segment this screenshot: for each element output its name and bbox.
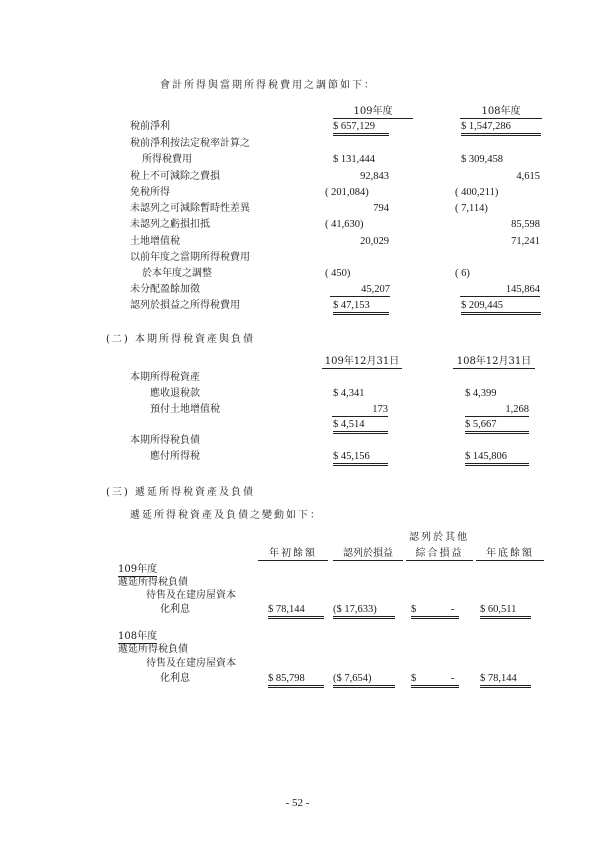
t1-label: 稅前淨利 xyxy=(130,121,170,132)
t1-value-b: 71,241 xyxy=(511,236,540,247)
t1-value-b: ( 400,211) xyxy=(455,187,499,198)
t3-header-col2: 認列於損益 xyxy=(333,548,403,561)
t1-value-a: 45,207 xyxy=(330,284,390,297)
t3-value: $ 78,144 xyxy=(480,673,531,688)
t1-value-b: ( 7,114) xyxy=(455,203,488,214)
t1-value-a: ( 450) xyxy=(325,268,351,279)
t3-value: $ 78,144 xyxy=(268,604,324,619)
t1-value-a: ( 41,630) xyxy=(325,219,364,230)
t3-label: 遞延所得稅負債 xyxy=(118,577,188,588)
t1-label: 稅前淨利按法定稅率計算之 xyxy=(130,138,250,149)
t3-year: 108年度 xyxy=(118,631,158,642)
t3-header-col4: 年底餘額 xyxy=(476,548,544,561)
t1-header-109: 109年度 xyxy=(333,106,413,119)
t1-label: 未分配盈餘加徵 xyxy=(130,284,200,295)
t1-value-a: $ 131,444 xyxy=(333,154,375,165)
t2-label: 應付所得稅 xyxy=(150,451,200,462)
t3-value: ($ 7,654) xyxy=(333,673,395,688)
t2-value-a: 173 xyxy=(332,404,388,417)
t2-header-108: 108年12月31日 xyxy=(453,356,535,369)
t3-label: 待售及在建房屋資本 xyxy=(146,658,236,669)
t3-value: $ 60,511 xyxy=(480,604,531,619)
t3-value: $ - xyxy=(411,604,459,619)
t1-value-b: 4,615 xyxy=(516,171,540,182)
t3-value: $ - xyxy=(411,673,459,688)
t2-value-a: $ 4,341 xyxy=(333,388,365,399)
t3-header-col3-top: 認列於其他 xyxy=(409,532,469,543)
t1-label: 所得稅費用 xyxy=(142,154,192,165)
t1-value-a: $ 47,153 xyxy=(333,300,389,315)
t2-label: 應收退稅款 xyxy=(150,388,200,399)
t1-label: 未認列之可減除暫時性差異 xyxy=(130,203,250,214)
t3-label: 遞延所得稅負債 xyxy=(118,644,188,655)
t1-label: 以前年度之當期所得稅費用 xyxy=(130,252,250,263)
page-number: - 52 - xyxy=(285,797,310,809)
t2-value-a: $ 45,156 xyxy=(333,451,388,466)
t1-header-108: 108年度 xyxy=(460,106,542,119)
section-3-title: (三) 遞延所得稅資產及負債 xyxy=(106,487,255,498)
t3-label: 化利息 xyxy=(160,604,190,615)
t1-value-b: 145,864 xyxy=(460,284,540,297)
t1-value-a: $ 657,129 xyxy=(333,121,389,136)
t1-value-b: 85,598 xyxy=(511,219,540,230)
t2-value-b: $ 4,399 xyxy=(465,388,497,399)
t3-value: ($ 17,633) xyxy=(333,604,395,619)
t1-value-b: $ 209,445 xyxy=(461,300,541,315)
t3-value: $ 85,798 xyxy=(268,673,324,688)
t2-value-b: $ 145,806 xyxy=(465,451,529,466)
t1-value-b: $ 1,547,286 xyxy=(461,121,541,136)
t1-label: 未認列之虧損扣抵 xyxy=(130,219,210,230)
t2-label: 本期所得稅負債 xyxy=(130,435,200,446)
t1-value-a: 92,843 xyxy=(360,171,389,182)
t1-value-a: ( 201,084) xyxy=(325,187,369,198)
t2-value-b: $ 5,667 xyxy=(465,419,529,434)
t1-label: 認列於損益之所得稅費用 xyxy=(130,300,240,311)
t1-value-a: 20,029 xyxy=(360,236,389,247)
section-2-title: (二) 本期所得稅資產與負債 xyxy=(106,334,255,345)
t3-header-col1: 年初餘額 xyxy=(258,548,328,561)
t3-header-col3: 綜合損益 xyxy=(406,548,473,561)
t3-label: 化利息 xyxy=(160,673,190,684)
t2-label: 本期所得稅資產 xyxy=(130,372,200,383)
t2-value-b: 1,268 xyxy=(465,404,529,417)
section-3-intro: 遞延所得稅資產及負債之變動如下： xyxy=(130,510,322,521)
t3-year: 109年度 xyxy=(118,564,158,575)
t2-label: 預付土地增值稅 xyxy=(150,404,220,415)
t1-label: 稅上不可減除之費損 xyxy=(130,171,220,182)
t1-label: 免稅所得 xyxy=(130,187,170,198)
t1-value-b: ( 6) xyxy=(455,268,470,279)
t1-value-a: 794 xyxy=(373,203,389,214)
reconciliation-intro: 會計所得與當期所得稅費用之調節如下： xyxy=(160,80,376,91)
t3-label: 待售及在建房屋資本 xyxy=(146,590,236,601)
t1-label: 土地增值稅 xyxy=(130,236,180,247)
t1-value-b: $ 309,458 xyxy=(461,154,503,165)
t2-header-109: 109年12月31日 xyxy=(322,356,402,369)
t1-label: 於本年度之調整 xyxy=(142,268,212,279)
t2-value-a: $ 4,514 xyxy=(333,419,388,434)
